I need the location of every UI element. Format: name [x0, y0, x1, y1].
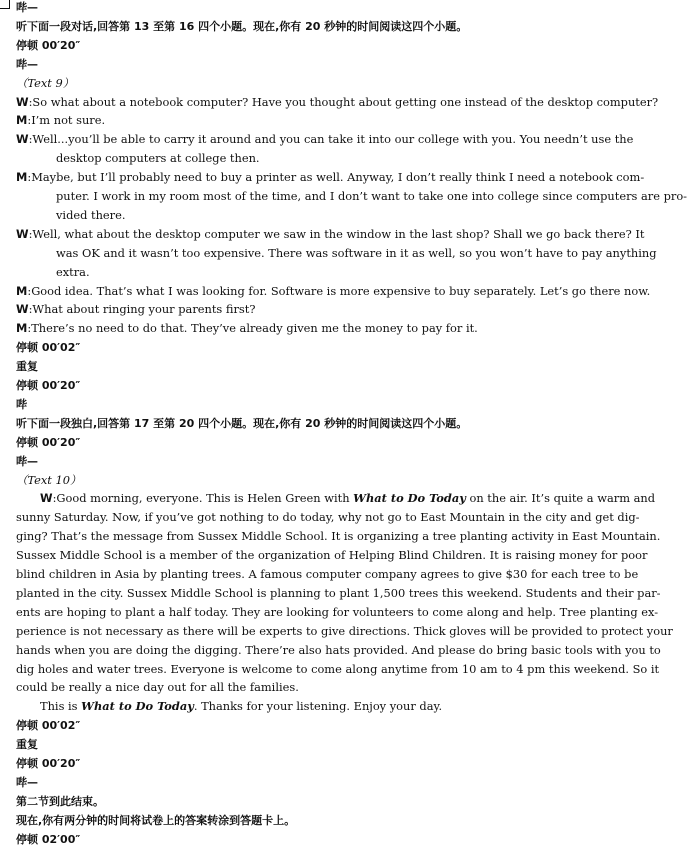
transcript-line — [56, 151, 604, 166]
transcript-line — [16, 604, 659, 620]
line-text: perience is not necessary as there will be experts to give directions. Thick gloves will be provided to protect your — [16, 623, 673, 638]
line-text: planted in the city. Sussex Middle School is planning to plant 1,500 trees this weekend. Students and their par- — [16, 585, 661, 600]
transcript-line — [16, 661, 660, 677]
transcript-line — [16, 642, 661, 658]
line-text: hands when you are doing the digging. There’re also hats provided. And please do bring basic tools with you to — [16, 642, 661, 657]
line-text: vided there. — [56, 207, 126, 222]
line-text: 重复 — [16, 360, 38, 374]
transcript-line — [16, 529, 661, 544]
line-text: 停顿 00′02″ — [16, 719, 81, 733]
transcript-line — [56, 265, 604, 280]
line-text: 听下面一段独白,回答第 17 至第 20 四个小题。现在,你有 20 秒钟的时间阅读这四个小题。 — [16, 416, 468, 430]
line-text: Good idea. That’s what I was looking for. Software is more expensive to buy separately. Let’s go there now. — [31, 283, 651, 298]
transcript-line: W:So what about a notebook computer? Have you thought about getting one instead of the desktop computer? — [16, 94, 659, 109]
line-text: Sussex Middle School is a member of the organization of Helping Blind Children. It is raising money for poor — [16, 548, 648, 563]
program-title: What to Do Today — [81, 699, 194, 714]
transcript-line: M:I’m not sure. — [16, 113, 106, 128]
transcript-line — [16, 0, 604, 15]
line-text: 哔— — [16, 454, 38, 468]
speaker-label: W — [16, 302, 29, 317]
line-text: Good morning, everyone. This is Helen Green with — [56, 491, 354, 506]
transcript-line — [16, 585, 661, 601]
transcript-line — [56, 245, 657, 261]
speaker-label: W — [16, 132, 29, 147]
line-text: 停顿 00′20″ — [16, 379, 81, 392]
transcript-line — [16, 775, 604, 790]
transcript-line — [16, 623, 673, 639]
line-text: There’s no need to do that. They’ve already given me the money to pay for it. — [31, 321, 478, 336]
line-text: 现在,你有两分钟的时间将试卷上的答案转涂到答题卡上。 — [16, 813, 296, 827]
transcript-line — [16, 473, 604, 488]
transcript-line — [40, 699, 604, 714]
transcript-line — [16, 813, 604, 828]
line-text: （Text 9） — [16, 75, 75, 90]
line-text: Maybe, but I’ll probably need to buy a printer as well. Anyway, I don’t really think I need a notebook com- — [31, 170, 645, 185]
transcript-line: W:Well, what about the desktop computer we saw in the window in the last shop? Shall we go back there? It — [16, 226, 645, 241]
line-text: 停顿 02′00″ — [16, 832, 81, 846]
transcript-line — [16, 38, 604, 53]
transcript-line — [16, 548, 648, 563]
speaker-label: W — [40, 491, 53, 506]
line-text: dig holes and water trees. Everyone is welcome to come along anytime from 10 am to 4 pm this weekend. So it — [16, 661, 660, 676]
speaker-label: M — [16, 283, 28, 298]
transcript-line — [16, 416, 604, 431]
speaker-label: M — [16, 321, 28, 336]
speaker-label: M — [16, 170, 28, 185]
transcript-line — [16, 397, 604, 412]
transcript-line — [16, 340, 604, 355]
transcript-line — [16, 832, 604, 847]
corner-mark — [0, 0, 10, 9]
line-text: I’m not sure. — [31, 113, 106, 128]
transcript-line — [16, 76, 604, 91]
line-text: What about ringing your parents first? — [32, 302, 256, 317]
line-text: 第二节到此结束。 — [16, 794, 104, 808]
transcript-line — [16, 454, 604, 469]
line-text: . Thanks for your listening. Enjoy your day. — [193, 699, 443, 714]
transcript-line — [16, 378, 604, 393]
transcript-line — [16, 680, 604, 695]
transcript-line — [16, 718, 604, 733]
line-text: ents are hoping to plant a half today. They are looking for volunteers to come along and help. Tree planting ex- — [16, 604, 659, 619]
line-text: 停顿 00′20″ — [16, 757, 81, 770]
line-text: 停顿 00′02″ — [16, 341, 81, 355]
line-text: blind children in Asia by planting trees. A famous computer company agrees to give $30 for each tree to be — [16, 567, 639, 581]
transcript-line — [16, 19, 604, 34]
line-text: 哔— — [16, 775, 38, 789]
transcript-line: M:Good idea. That’s what I was looking for. Software is more expensive to buy separately. Let’s go there now. — [16, 283, 651, 298]
line-text: could be really a nice day out for all the families. — [16, 680, 299, 695]
transcript-line — [16, 359, 604, 374]
transcript-line — [16, 756, 604, 771]
line-text: desktop computers at college then. — [56, 151, 260, 166]
transcript-line: W:What about ringing your parents first? — [16, 302, 256, 317]
transcript-line: W:Good morning, everyone. This is Helen Green with What to Do Today on the air. It’s quite a warm and — [40, 491, 656, 506]
line-text: sunny Saturday. Now, if you’ve got nothing to do today, why not go to East Mountain in the city and get dig- — [16, 510, 640, 525]
line-text: 听下面一段对话,回答第 13 至第 16 四个小题。现在,你有 20 秒钟的时间阅读这四个小题。 — [16, 19, 468, 33]
line-text: Well...you’ll be able to carry it around and you can take it into our college with you. You needn’t use the — [32, 132, 634, 147]
line-text: Well, what about the desktop computer we saw in the window in the last shop? Shall we go back there? It — [32, 226, 645, 241]
line-text: 停顿 00′20″ — [16, 38, 81, 52]
line-text: puter. I work in my room most of the time, and I don’t want to take one into college since computers are pro- — [56, 189, 687, 203]
transcript-line — [16, 567, 639, 582]
line-text: This is — [40, 699, 82, 714]
line-text: 停顿 00′20″ — [16, 435, 81, 449]
transcript-line — [56, 189, 687, 204]
transcript-line — [56, 208, 604, 223]
line-text: So what about a notebook computer? Have you thought about getting one instead of the desktop computer? — [32, 94, 659, 109]
line-text: on the air. It’s quite a warm and — [465, 491, 656, 506]
transcript-line — [16, 435, 604, 450]
transcript-line — [16, 510, 640, 525]
line-text: （Text 10） — [16, 472, 82, 487]
line-text: extra. — [56, 264, 90, 279]
line-text: 重复 — [16, 738, 38, 752]
line-text: 哔— — [16, 1, 38, 14]
speaker-label: W — [16, 94, 29, 109]
line-text: was OK and it wasn’t too expensive. There was software in it as well, so you won’t have to pay anything — [56, 245, 657, 260]
line-text: 哔 — [16, 397, 27, 411]
line-text: 哔— — [16, 57, 38, 71]
speaker-label: W — [16, 226, 29, 241]
transcript-line — [16, 794, 604, 809]
program-title: What to Do Today — [353, 491, 466, 506]
transcript-line — [16, 737, 604, 752]
speaker-label: M — [16, 113, 28, 128]
transcript-line — [16, 57, 604, 72]
transcript-line: M:Maybe, but I’ll probably need to buy a printer as well. Anyway, I don’t really think I need a notebook com- — [16, 170, 645, 185]
line-text: ging? That’s the message from Sussex Middle School. It is organizing a tree planting activity in East Mountain. — [16, 529, 661, 544]
transcript-line: M:There’s no need to do that. They’ve already given me the money to pay for it. — [16, 321, 478, 336]
transcript-line: W:Well...you’ll be able to carry it around and you can take it into our college with you. You needn’t use the — [16, 132, 634, 147]
